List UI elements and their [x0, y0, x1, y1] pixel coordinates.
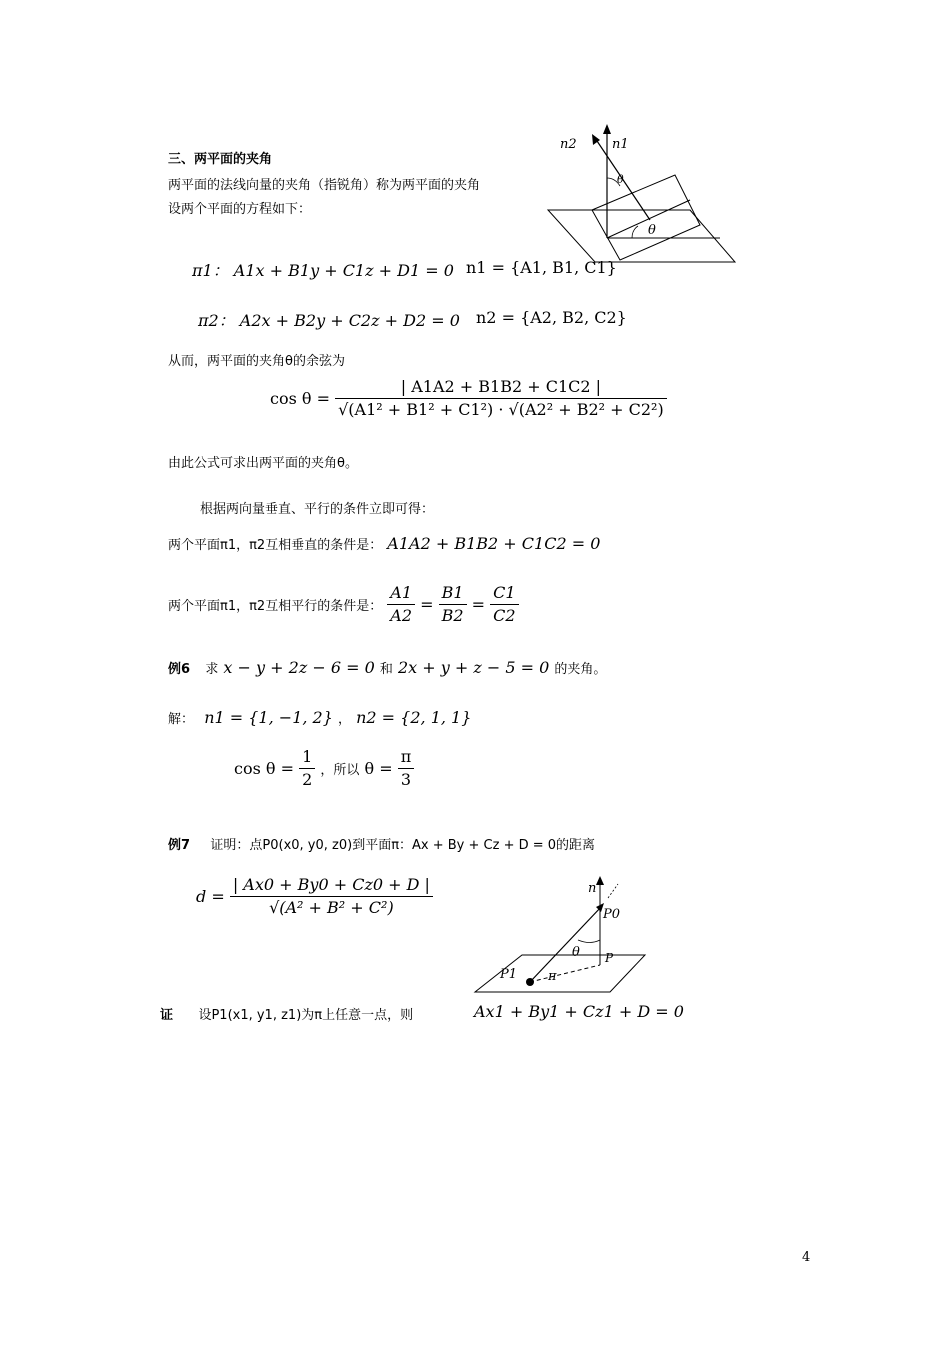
- cos-numerator: | A1A2 + B1B2 + C1C2 |: [335, 376, 667, 399]
- label-n1: n1: [612, 137, 629, 152]
- equation-intro: 设两个平面的方程如下：: [168, 202, 312, 217]
- plane1-normal: n1 = {A1, B1, C1}: [466, 258, 617, 277]
- solution-so: ，所以: [320, 763, 360, 778]
- cos-lhs: cos θ =: [270, 389, 331, 408]
- parallel-c-num: C1: [490, 582, 518, 605]
- label-p1: P1: [500, 967, 518, 982]
- solution-cos-row: [234, 746, 414, 791]
- distance-figure: [470, 870, 660, 995]
- label-pi: π: [548, 969, 557, 984]
- label-n: n: [588, 881, 597, 896]
- plane2-name: π2：: [198, 311, 235, 330]
- solution-sep: ，: [338, 712, 352, 727]
- proof-equation: Ax1 + By1 + Cz1 + D = 0: [474, 1002, 684, 1021]
- plane2-equation: A2x + B2y + C2z + D2 = 0: [239, 311, 460, 330]
- section-title: 三、两平面的夹角: [168, 152, 273, 167]
- example7-text: 证明：点P0(x0, y0, z0)到平面π：Ax + By + Cz + D = 0的距离: [210, 838, 596, 853]
- solution-theta-den: 3: [400, 770, 412, 789]
- distance-fraction: [230, 874, 433, 919]
- example7-label: 例7: [168, 838, 191, 853]
- plane2-normal: n2 = {A2, B2, C2}: [476, 308, 627, 327]
- distance-formula: [196, 874, 433, 919]
- label-n2: n2: [560, 137, 577, 152]
- plane1-equation: A1x + B1y + C1z + D1 = 0: [233, 261, 454, 280]
- angle-arc: [578, 940, 600, 943]
- parallel-a-den: A2: [390, 606, 413, 625]
- perpendicular-row: [168, 534, 600, 553]
- parallel-frac-a: [387, 582, 415, 627]
- definition-line: 两平面的法线向量的夹角（指锐角）称为两平面的夹角: [168, 178, 481, 193]
- parallel-c-den: C2: [493, 606, 516, 625]
- normal-arrowhead: [596, 876, 604, 885]
- solution-row: [168, 708, 471, 727]
- equals-sign: =: [420, 595, 434, 614]
- solution-cos-num: 1: [299, 746, 315, 769]
- point-p1: [526, 978, 534, 986]
- dotted-extension: [608, 884, 618, 898]
- distance-denominator: √(A² + B² + C²): [269, 898, 394, 917]
- proof-row: [160, 1004, 413, 1023]
- conditions-intro: 根据两向量垂直、平行的条件立即可得：: [200, 502, 435, 517]
- solution-label: 解：: [168, 712, 195, 727]
- equals-sign: =: [471, 595, 486, 614]
- proof-label: 证: [160, 1008, 174, 1023]
- label-theta-bottom: θ: [648, 223, 656, 238]
- parallel-frac-b: [439, 582, 467, 627]
- example6-text-before: 求: [205, 662, 219, 677]
- solution-cos-den: 2: [302, 770, 313, 789]
- parallel-frac-c: [490, 582, 518, 627]
- label-p0: P0: [603, 907, 621, 922]
- solution-cos-lhs: cos θ =: [234, 759, 295, 778]
- plane1-row: [192, 258, 454, 281]
- cos-intro: 从而，两平面的夹角θ的余弦为: [168, 354, 345, 369]
- example6-eq2: 2x + y + z − 5 = 0: [397, 658, 550, 677]
- cos-formula: [270, 376, 667, 421]
- perpendicular-formula: A1A2 + B1B2 + C1C2 = 0: [387, 534, 601, 553]
- plane1-name: π1：: [192, 261, 229, 280]
- example7-row: [168, 834, 595, 853]
- page-number: 4: [802, 1250, 811, 1265]
- cos-after: 由此公式可求出两平面的夹角θ。: [168, 456, 358, 471]
- parallel-row: [168, 582, 519, 627]
- example6-label: 例6: [168, 662, 191, 677]
- proof-text: 设P1(x1, y1, z1)为π上任意一点，则: [198, 1008, 414, 1023]
- parallel-text: 两个平面π1，π2互相平行的条件是：: [168, 599, 383, 614]
- angle-arc-bottom: [632, 226, 638, 238]
- horizontal-plane: [548, 210, 735, 262]
- two-planes-figure: [540, 120, 750, 270]
- solution-theta-num: π: [398, 746, 415, 769]
- solution-cos-frac: [299, 746, 315, 791]
- example6-text-mid: 和: [379, 662, 393, 677]
- example6-eq1: x − y + 2z − 6 = 0: [223, 658, 375, 677]
- solution-n2: n2 = {2, 1, 1}: [356, 708, 472, 727]
- label-theta-top: θ: [617, 173, 624, 186]
- vector-p1p0: [530, 906, 602, 982]
- dashed-segment: [530, 965, 600, 982]
- cos-fraction: [335, 376, 667, 421]
- distance-numerator: | Ax0 + By0 + Cz0 + D |: [230, 874, 433, 897]
- cos-denominator: √(A1² + B1² + C1²) · √(A2² + B2² + C2²): [338, 400, 664, 419]
- perpendicular-text: 两个平面π1，π2互相垂直的条件是：: [168, 538, 383, 553]
- parallel-a-num: A1: [387, 582, 415, 605]
- parallel-b-den: B2: [441, 606, 464, 625]
- distance-lhs: d =: [196, 887, 225, 906]
- tilted-plane: [592, 175, 700, 260]
- plane2-row: [198, 308, 460, 331]
- normal-n1-arrowhead: [603, 124, 611, 134]
- label-theta: θ: [572, 945, 580, 960]
- parallel-b-num: B1: [439, 582, 467, 605]
- solution-n1: n1 = {1, −1, 2}: [204, 708, 333, 727]
- label-p: P: [605, 951, 614, 965]
- solution-theta-lhs: θ =: [364, 759, 393, 778]
- solution-theta-frac: [398, 746, 415, 791]
- example6-text-after: 的夹角。: [554, 662, 607, 677]
- example6-row: [168, 658, 606, 677]
